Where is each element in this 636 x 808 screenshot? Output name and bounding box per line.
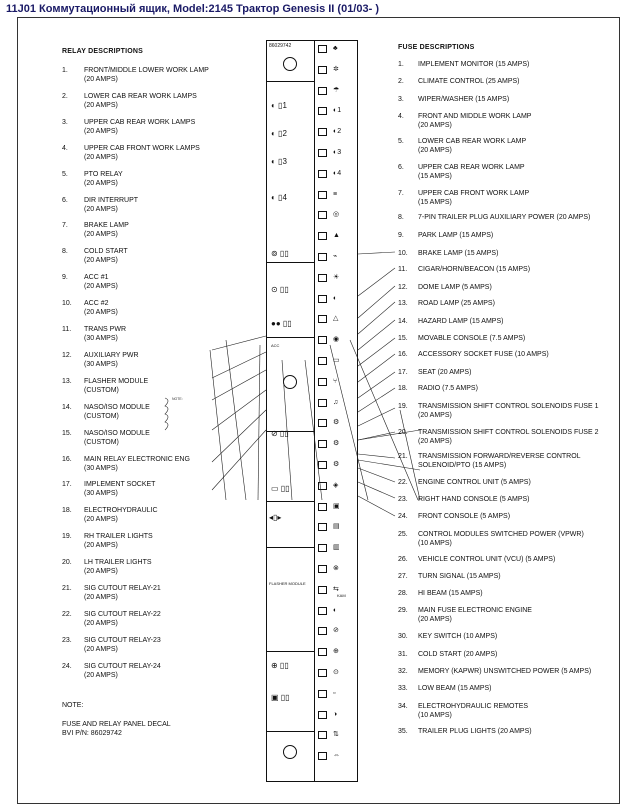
fuse-symbol-icon: ◐3 xyxy=(333,149,342,156)
relay-number: 15. xyxy=(62,429,72,437)
relay-number: 20. xyxy=(62,559,72,567)
fuse-name: TRAILER PLUG LIGHTS (20 AMPS) xyxy=(418,728,532,735)
engine-icon: ⊘ ▯▯ xyxy=(271,429,289,438)
fuse-rating: (20 AMPS) xyxy=(418,147,452,154)
fuse-name: CIGAR/HORN/BEACON (15 AMPS) xyxy=(418,266,531,273)
fuse-name: RIGHT HAND CONSOLE (5 AMPS) xyxy=(418,496,530,503)
work-lamp-icon: ◐ ▯1 xyxy=(271,101,287,110)
fuse-number: 27. xyxy=(398,573,408,580)
relay-number: 4. xyxy=(62,144,68,152)
relay-number: 9. xyxy=(62,274,68,282)
relay-number: 12. xyxy=(62,351,72,359)
fuse-name: HI BEAM (15 AMPS) xyxy=(418,590,483,597)
fuse-symbol-icon: ▤ xyxy=(333,523,340,531)
relay-number: 19. xyxy=(62,533,72,541)
fuse-number: 26. xyxy=(398,556,408,563)
relay-name: SIG CUTOUT RELAY-21 xyxy=(84,585,161,592)
fuse-number: 15. xyxy=(398,335,408,342)
relay-rating: (CUSTOM) xyxy=(84,438,119,446)
relay-name: IMPLEMENT SOCKET xyxy=(84,481,156,489)
fuse-rating: (10 AMPS) xyxy=(418,540,452,547)
fuse-symbol-icon: ▭ xyxy=(333,357,340,364)
fuse-symbol-icon: ⊘ xyxy=(333,627,339,635)
fuse-number: 11. xyxy=(398,266,408,273)
relay-number: 23. xyxy=(62,636,72,644)
fuse-name: LOWER CAB REAR WORK LAMP xyxy=(418,138,527,145)
acc-label: ACC xyxy=(271,343,280,348)
fuse-number: 29. xyxy=(398,607,408,614)
relay-name: FRONT/MIDDLE LOWER WORK LAMP xyxy=(84,67,209,74)
fuse-name: TURN SIGNAL (15 AMPS) xyxy=(418,573,501,580)
kam-label: KAM xyxy=(337,593,346,598)
relay-number: 11. xyxy=(62,326,72,333)
fuse-number: 33. xyxy=(398,685,408,692)
fuse-name: HAZARD LAMP (15 AMPS) xyxy=(418,318,504,325)
relay-rating: (CUSTOM) xyxy=(84,386,119,394)
fuse-symbol-icon: ✲ xyxy=(333,65,339,73)
relay-rating: (20 AMPS) xyxy=(84,179,118,187)
panel-part-number: 86029742 xyxy=(269,43,292,49)
relay-name: TRANS PWR xyxy=(84,326,126,333)
relay-rating: (20 AMPS) xyxy=(84,283,118,291)
fuse-name: ELECTROHYDRAULIC REMOTES xyxy=(418,703,529,710)
fuse-symbol-icon: ♣ xyxy=(333,45,338,52)
relay-rating: (20 AMPS) xyxy=(84,645,118,653)
relay-rating: (20 AMPS) xyxy=(84,671,118,679)
relay-name: MAIN RELAY ELECTRONIC ENG xyxy=(84,455,190,463)
relay-rating: (20 AMPS) xyxy=(84,205,118,213)
work-lamp-icon: ◐ ▯3 xyxy=(271,157,287,166)
relay-descriptions-header: RELAY DESCRIPTIONS xyxy=(62,48,144,55)
fuse-rating: (10 AMPS) xyxy=(418,712,452,719)
fuse-name: UPPER CAB FRONT WORK LAMP xyxy=(418,190,530,197)
fuse-number: 1. xyxy=(398,61,404,68)
fuse-number: 31. xyxy=(398,651,408,658)
relay-number: 16. xyxy=(62,455,72,463)
relay-number: 21. xyxy=(62,585,72,592)
fuse-number: 19. xyxy=(398,403,408,410)
fuse-number: 3. xyxy=(398,96,404,103)
fuse-rating: (20 AMPS) xyxy=(418,438,452,445)
relay-rating: (20 AMPS) xyxy=(84,101,118,109)
relay-number: 5. xyxy=(62,170,68,178)
fuse-symbol-icon: ▫ xyxy=(333,689,336,697)
naso-iso-note: NOTE: xyxy=(172,397,183,401)
relay-rating: (20 AMPS) xyxy=(84,257,118,265)
work-lamp-icon: ◐ ▯2 xyxy=(271,129,287,138)
fuse-symbol-icon: ◈ xyxy=(333,481,339,489)
fuse-number: 6. xyxy=(398,164,404,171)
relay-rating: (20 AMPS) xyxy=(84,516,118,524)
fuse-number: 12. xyxy=(398,284,408,291)
fuse-symbol-icon: ⇔ xyxy=(333,752,340,760)
sig-cutout-icon: ▣ ▯▯ xyxy=(271,693,290,702)
relay-name: SIG CUTOUT RELAY-24 xyxy=(84,662,161,670)
fuse-number: 24. xyxy=(398,513,408,520)
relay-name: DIR INTERRUPT xyxy=(84,196,139,204)
fuse-symbol-icon: ⊗ xyxy=(333,565,339,572)
fuse-number: 21. xyxy=(398,453,408,460)
relay-number: 14. xyxy=(62,403,72,411)
fuse-number: 20. xyxy=(398,429,408,436)
relay-name: LH TRAILER LIGHTS xyxy=(84,559,152,567)
fuse-number: 18. xyxy=(398,385,408,392)
fuse-rating: (15 AMPS) xyxy=(418,173,452,180)
fuse-descriptions-header: FUSE DESCRIPTIONS xyxy=(398,44,475,51)
fuse-number: 13. xyxy=(398,300,408,307)
relay-rating: (20 AMPS) xyxy=(84,542,118,550)
relay-name: ELECTROHYDRAULIC xyxy=(84,507,158,515)
note-decal-text: FUSE AND RELAY PANEL DECAL xyxy=(62,721,171,728)
fuse-number: 25. xyxy=(398,531,408,538)
fuse-symbol-icon: △ xyxy=(333,315,339,323)
fuse-name: 7-PIN TRAILER PLUG AUXILIARY POWER (20 AMPS) xyxy=(418,214,591,221)
fuse-name: LOW BEAM (15 AMPS) xyxy=(418,685,492,692)
note-label: NOTE: xyxy=(62,702,84,709)
fuse-name: KEY SWITCH (10 AMPS) xyxy=(418,633,498,640)
fuse-symbol-icon: ≡ xyxy=(333,190,338,198)
fuse-name: FRONT AND MIDDLE WORK LAMP xyxy=(418,113,532,120)
fuse-name: CLIMATE CONTROL (25 AMPS) xyxy=(418,78,520,85)
fuse-rating: SOLENOID/PTO (15 AMPS) xyxy=(418,462,507,469)
relay-rating: (30 AMPS) xyxy=(84,335,118,342)
relay-number: 13. xyxy=(62,377,72,385)
relay-rating: (30 AMPS) xyxy=(84,490,118,498)
fuse-name: BRAKE LAMP (15 AMPS) xyxy=(418,250,499,257)
relay-name: UPPER CAB FRONT WORK LAMPS xyxy=(84,144,200,152)
fuse-number: 14. xyxy=(398,318,408,325)
fuse-number: 10. xyxy=(398,250,408,257)
fuse-symbol-icon: ☂ xyxy=(333,86,340,94)
relay-number: 24. xyxy=(62,662,72,670)
fuse-name: CONTROL MODULES SWITCHED POWER (VPWR) xyxy=(418,531,584,538)
fuse-name: SEAT (20 AMPS) xyxy=(418,369,472,376)
relay-name: LOWER CAB REAR WORK LAMPS xyxy=(84,92,197,100)
flasher-module-label: FLASHER MODULE xyxy=(269,581,306,586)
fuse-symbol-icon: ▥ xyxy=(333,544,340,552)
fuse-rating: (20 AMPS) xyxy=(418,122,452,129)
relay-number: 17. xyxy=(62,481,72,489)
fuse-number: 5. xyxy=(398,138,404,145)
fuse-name: ROAD LAMP (25 AMPS) xyxy=(418,300,495,307)
relay-number: 10. xyxy=(62,300,72,308)
fuse-name: FRONT CONSOLE (5 AMPS) xyxy=(418,513,511,520)
fuse-symbol-icon: ▣ xyxy=(333,502,340,510)
fuse-number: 22. xyxy=(398,479,408,486)
note-part-number: BVI P/N: 86029742 xyxy=(62,730,122,737)
fuse-symbol-icon: ⊙ xyxy=(333,669,339,676)
relay-number: 18. xyxy=(62,507,72,515)
relay-number: 6. xyxy=(62,196,68,204)
fuse-name: ACCESSORY SOCKET FUSE (10 AMPS) xyxy=(418,351,549,358)
relay-rating: (20 AMPS) xyxy=(84,594,118,601)
pto-icon: ⊚ ▯▯ xyxy=(271,249,289,258)
fuse-symbol-icon: ⇅ xyxy=(333,731,339,739)
fuse-symbol-icon: ◐ xyxy=(333,294,338,302)
fuse-name: TRANSMISSION FORWARD/REVERSE CONTROL xyxy=(418,453,581,460)
fuse-rating: (20 AMPS) xyxy=(418,616,452,623)
fuse-symbol-icon: ◉ xyxy=(333,336,340,344)
fuse-name: RADIO (7.5 AMPS) xyxy=(418,385,478,392)
relay-number: 3. xyxy=(62,118,68,126)
fuse-number: 17. xyxy=(398,369,408,376)
relay-number: 22. xyxy=(62,610,72,618)
relay-rating: (30 AMPS) xyxy=(84,360,118,368)
fuse-number: 4. xyxy=(398,113,404,120)
fuse-symbol-icon: ◐ xyxy=(333,606,338,614)
relay-name: SIG CUTOUT RELAY-22 xyxy=(84,610,161,618)
fuse-symbol-icon: ⇆ xyxy=(333,585,339,593)
page-title: 11J01 Коммутационный ящик, Model:2145 Трактор Genesis II (01/03- ) xyxy=(6,3,379,15)
relay-rating: (30 AMPS) xyxy=(84,464,118,472)
work-lamp-icon: ◐ ▯4 xyxy=(271,193,287,202)
fuse-number: 16. xyxy=(398,351,408,358)
fuse-symbol-icon: ▲ xyxy=(333,232,340,240)
relay-name: FLASHER MODULE xyxy=(84,377,149,385)
fuse-name: MOVABLE CONSOLE (7.5 AMPS) xyxy=(418,335,526,342)
fuse-number: 2. xyxy=(398,78,404,85)
fuse-number: 9. xyxy=(398,232,404,239)
fuse-symbol-icon: ⚙ xyxy=(333,461,340,468)
relay-name: ACC #2 xyxy=(84,300,109,308)
fuse-name: IMPLEMENT MONITOR (15 AMPS) xyxy=(418,61,530,68)
fuse-symbol-icon: ☀ xyxy=(333,273,340,281)
fuse-symbol-icon: ⌁ xyxy=(333,253,338,260)
relay-rating: (20 AMPS) xyxy=(84,127,118,135)
fuse-name: PARK LAMP (15 AMPS) xyxy=(418,232,494,239)
relay-name: SIG CUTOUT RELAY-23 xyxy=(84,636,161,644)
fuse-symbol-icon: ♫ xyxy=(333,398,339,406)
relay-rating: (20 AMPS) xyxy=(84,231,118,239)
relay-rating: (20 AMPS) xyxy=(84,619,118,627)
relay-name: RH TRAILER LIGHTS xyxy=(84,533,153,541)
relay-name: COLD START xyxy=(84,248,128,256)
relay-number: 2. xyxy=(62,92,68,100)
fuse-name: WIPER/WASHER (15 AMPS) xyxy=(418,96,510,103)
relay-number: 1. xyxy=(62,67,68,74)
fuse-number: 7. xyxy=(398,190,404,197)
fuse-name: TRANSMISSION SHIFT CONTROL SOLENOIDS FUSE 1 xyxy=(418,403,599,410)
relay-name: UPPER CAB REAR WORK LAMPS xyxy=(84,118,196,126)
relay-name: AUXILIARY PWR xyxy=(84,351,139,359)
fuse-number: 23. xyxy=(398,496,408,503)
fuse-number: 35. xyxy=(398,728,408,735)
fuse-number: 32. xyxy=(398,668,408,675)
relay-name: BRAKE LAMP xyxy=(84,222,129,230)
tractor-icon: ●● ▯▯ xyxy=(271,319,292,328)
fuse-name: TRANSMISSION SHIFT CONTROL SOLENOIDS FUSE 2 xyxy=(418,429,599,436)
relay-name: NASO/ISO MODULE xyxy=(84,429,150,437)
fuse-rating: (15 AMPS) xyxy=(418,199,452,206)
implement-socket-icon: ▭ ▯▯ xyxy=(271,484,290,493)
fuse-name: ENGINE CONTROL UNIT (5 AMPS) xyxy=(418,479,531,486)
fuse-name: DOME LAMP (5 AMPS) xyxy=(418,284,492,291)
relay-rating: (20 AMPS) xyxy=(84,76,118,83)
fuse-number: 30. xyxy=(398,633,408,640)
relay-name: NASO/ISO MODULE xyxy=(84,403,150,411)
cold-start-icon: ⊙ ▯▯ xyxy=(271,285,289,294)
sig-cutout-icon: ⊕ ▯▯ xyxy=(271,661,289,670)
fuse-rating: (20 AMPS) xyxy=(418,412,452,419)
trailer-lights-icon: ◂▯▸ xyxy=(269,513,282,522)
fuse-symbol-icon: ◐4 xyxy=(333,169,342,177)
fuse-symbol-icon: ⊕ xyxy=(333,648,339,656)
fuse-name: UPPER CAB REAR WORK LAMP xyxy=(418,164,525,171)
fuse-name: VEHICLE CONTROL UNIT (VCU) (5 AMPS) xyxy=(418,556,556,563)
fuse-number: 28. xyxy=(398,590,408,597)
fuse-name: MEMORY (KAPWR) UNSWITCHED POWER (5 AMPS) xyxy=(418,668,592,675)
fuse-symbol-icon: ◑ xyxy=(333,710,338,718)
fuse-symbol-icon: ◐1 xyxy=(333,107,342,115)
relay-rating: (20 AMPS) xyxy=(84,153,118,161)
fuse-symbol-icon: ◐2 xyxy=(333,128,342,136)
fuse-number: 34. xyxy=(398,703,408,710)
fuse-symbol-icon: ⑂ xyxy=(333,377,338,385)
fuse-symbol-icon: ◎ xyxy=(333,211,340,219)
relay-rating: (20 AMPS) xyxy=(84,309,118,317)
relay-rating: (20 AMPS) xyxy=(84,568,118,576)
relay-number: 8. xyxy=(62,248,68,256)
fuse-symbol-icon: ⚙ xyxy=(333,419,340,427)
fuse-name: MAIN FUSE ELECTRONIC ENGINE xyxy=(418,607,532,614)
fuse-number: 8. xyxy=(398,214,404,221)
fuse-symbol-icon: ⚙ xyxy=(333,440,340,448)
relay-rating: (CUSTOM) xyxy=(84,412,119,420)
fuse-name: COLD START (20 AMPS) xyxy=(418,651,498,658)
relay-number: 7. xyxy=(62,222,68,230)
relay-name: ACC #1 xyxy=(84,274,109,282)
relay-name: PTO RELAY xyxy=(84,170,123,178)
